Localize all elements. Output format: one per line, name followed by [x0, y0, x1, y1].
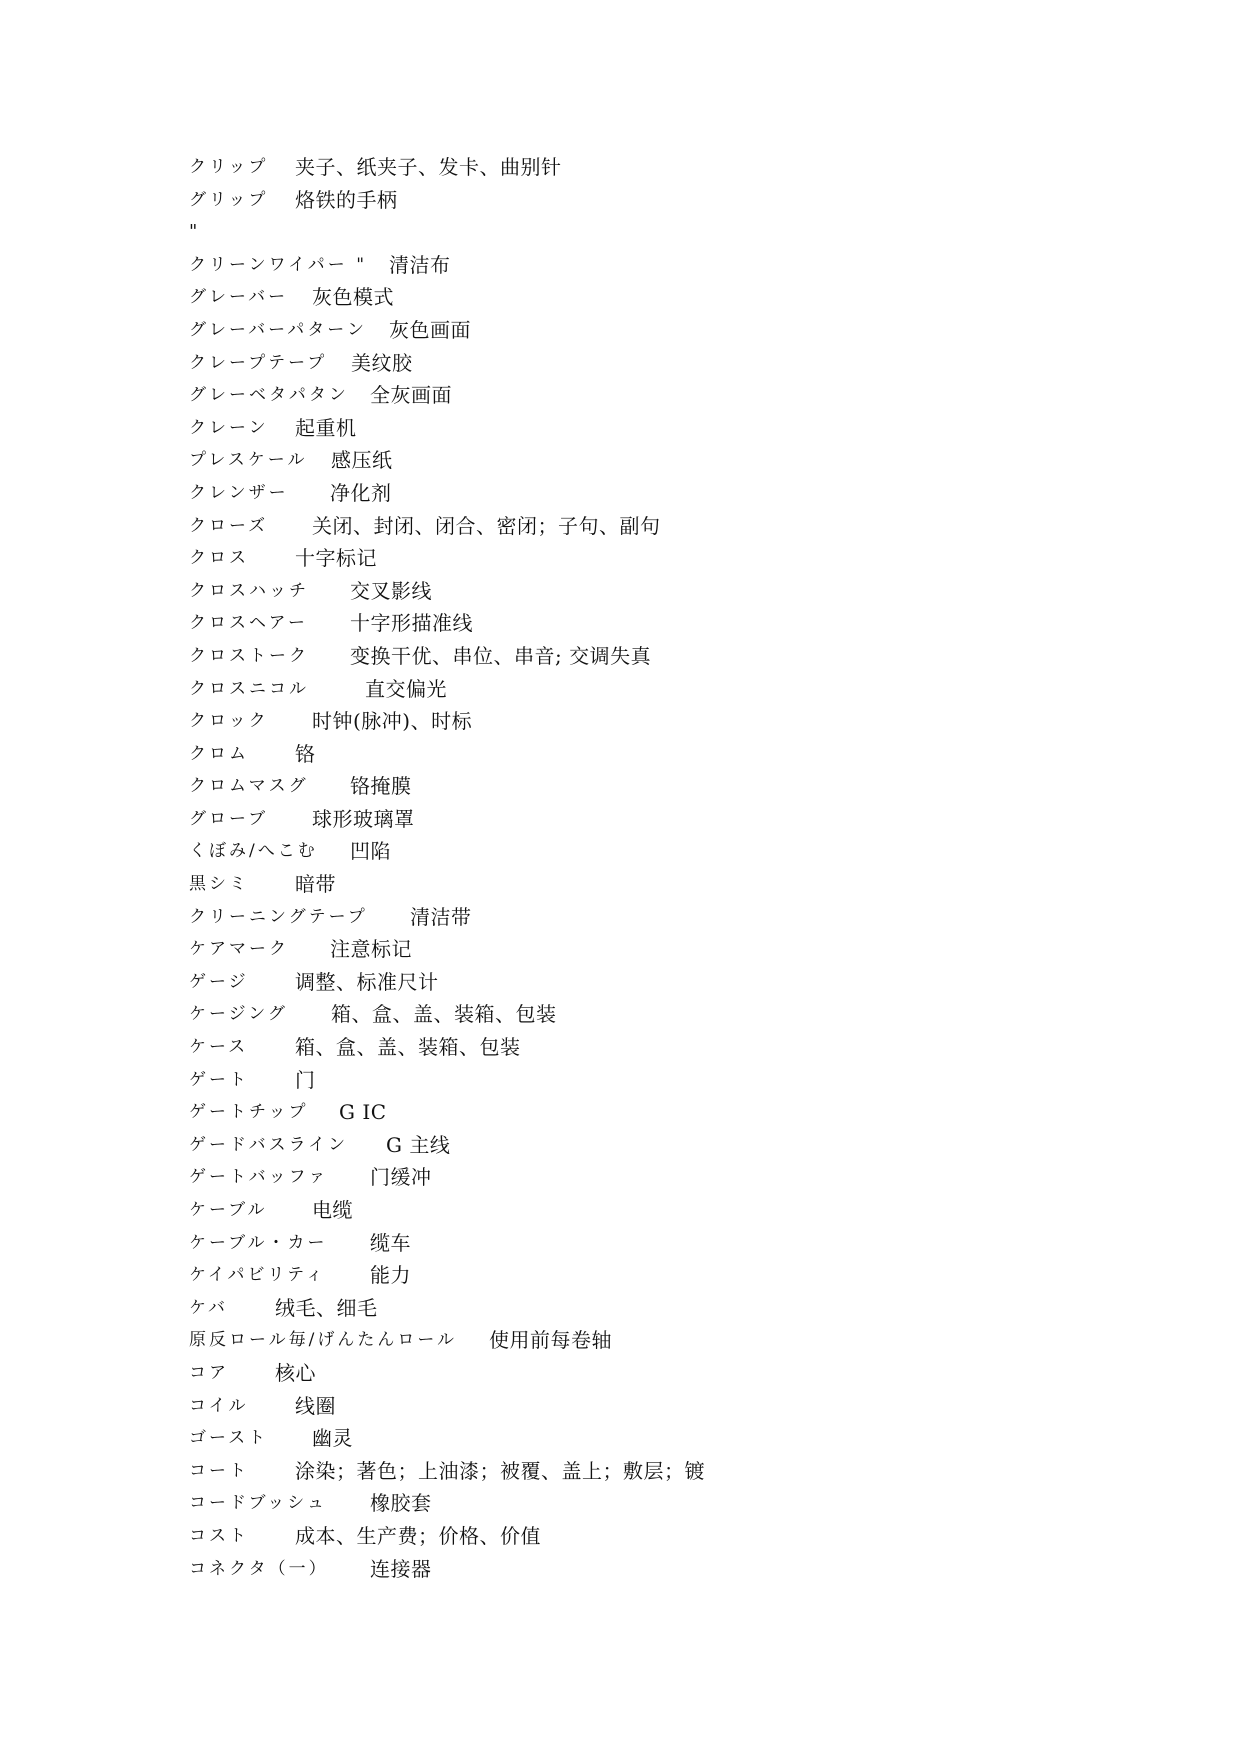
- glossary-entry: [189, 835, 1089, 868]
- entry-term: クリーニングテープ: [189, 906, 368, 927]
- glossary-entry: [189, 1064, 1089, 1097]
- glossary-entry: [189, 1292, 1089, 1325]
- glossary-entry: [189, 803, 1089, 836]
- glossary-entry: [189, 1227, 1089, 1260]
- entry-term: クレンザー: [189, 482, 289, 503]
- entry-meaning: 清洁带: [410, 904, 472, 929]
- glossary-entry: [189, 1096, 1089, 1129]
- entry-meaning: 全灰画面: [370, 383, 452, 408]
- glossary-entry: [189, 770, 1089, 803]
- entry-meaning: 使用前每卷轴: [489, 1328, 612, 1353]
- glossary-entry: [189, 868, 1089, 901]
- glossary-entry: [189, 1520, 1089, 1553]
- entry-term: ゲードバスライン: [189, 1134, 349, 1155]
- entry-meaning: 电缆: [312, 1198, 353, 1222]
- entry-term: クロスヘアー: [189, 613, 308, 634]
- entry-meaning: 清洁布: [389, 252, 451, 277]
- entry-term: ケバ: [189, 1297, 228, 1318]
- glossary-entry: [189, 477, 1089, 510]
- entry-term: ゴースト: [189, 1428, 269, 1449]
- entry-meaning: 感压纸: [331, 448, 393, 473]
- entry-meaning: 箱、盒、盖、装箱、包装: [295, 1035, 521, 1060]
- entry-meaning: 铬: [295, 741, 316, 766]
- entry-term: ケーブル・カー: [189, 1232, 328, 1253]
- entry-term: 原反ロール毎/げんたんロール: [189, 1330, 458, 1351]
- entry-term: グリップ: [189, 189, 269, 210]
- entry-term: ゲートバッファ: [189, 1167, 329, 1188]
- glossary-entry: [189, 1422, 1089, 1455]
- entry-term: コネクタ（一）: [189, 1558, 329, 1579]
- glossary-entry: [189, 379, 1089, 412]
- entry-meaning: 门: [295, 1067, 316, 1092]
- glossary-entry: [189, 1455, 1089, 1488]
- glossary-entry: [189, 901, 1089, 934]
- entry-meaning: 箱、盒、盖、装箱、包装: [331, 1002, 557, 1027]
- entry-term: グレーベタパタン: [189, 385, 349, 406]
- entry-meaning: 铬掩膜: [350, 774, 412, 799]
- glossary-entry: [189, 738, 1089, 771]
- glossary-entry: [189, 1487, 1089, 1520]
- entry-term: コスト: [189, 1525, 249, 1546]
- glossary-entry: [189, 412, 1089, 445]
- entry-term: クロスハッチ: [189, 580, 309, 601]
- glossary-entry: ": [189, 221, 198, 243]
- entry-term: クロストーク: [189, 645, 309, 666]
- entry-meaning: 连接器: [370, 1556, 432, 1581]
- glossary-list: [189, 151, 1089, 1585]
- entry-meaning: 灰色模式: [312, 285, 394, 310]
- entry-term: クロム: [189, 743, 249, 764]
- entry-meaning: 暗带: [295, 872, 336, 897]
- entry-term: ゲージ: [189, 971, 249, 992]
- entry-term: コードブッシュ: [189, 1493, 327, 1514]
- glossary-entry: [189, 249, 1089, 282]
- entry-meaning: 十字标记: [295, 546, 377, 571]
- entry-term: ケース: [189, 1037, 249, 1058]
- entry-meaning: 缆车: [370, 1230, 411, 1255]
- entry-term: クローズ: [189, 515, 269, 536]
- entry-meaning: 涂染；著色；上油漆；被覆、盖上；敷层；镀: [295, 1458, 705, 1483]
- entry-meaning: 凹陷: [350, 839, 391, 864]
- entry-meaning: 门缓冲: [370, 1165, 432, 1190]
- glossary-entry: [189, 1357, 1089, 1390]
- entry-meaning: 关闭、封闭、闭合、密闭；子句、副句: [312, 513, 661, 538]
- glossary-entry: [189, 510, 1089, 543]
- entry-term: ケージング: [189, 1004, 288, 1025]
- entry-term: 黒シミ: [189, 874, 249, 895]
- entry-meaning: 球形玻璃罩: [312, 806, 415, 831]
- entry-term: クロムマスグ: [189, 776, 309, 797]
- entry-term: クロスニコル: [189, 678, 309, 699]
- glossary-entry: [189, 607, 1089, 640]
- entry-meaning: 橡胶套: [370, 1491, 432, 1516]
- entry-meaning: 夹子、纸夹子、发卡、曲别针: [295, 155, 562, 179]
- glossary-entry: [189, 1031, 1089, 1064]
- entry-term: グレーバー: [189, 287, 289, 308]
- entry-meaning: 十字形描准线: [350, 611, 473, 636]
- entry-term: くぼみ/へこむ: [189, 841, 318, 862]
- glossary-entry: [189, 1390, 1089, 1423]
- entry-meaning: 起重机: [295, 415, 357, 440]
- entry-meaning: 能力: [370, 1263, 411, 1288]
- glossary-entry: [189, 1259, 1089, 1292]
- entry-meaning: 灰色画面: [389, 317, 471, 342]
- entry-term: クレーン: [189, 417, 269, 438]
- entry-meaning: 时钟(脉冲)、时标: [312, 709, 473, 734]
- glossary-entry: [189, 1161, 1089, 1194]
- entry-term: コイル: [189, 1395, 249, 1416]
- glossary-entry: [189, 575, 1089, 608]
- entry-meaning: 交叉影线: [350, 578, 432, 603]
- glossary-entry: [189, 640, 1089, 673]
- entry-term: コート: [189, 1460, 249, 1481]
- entry-term: グレーバーパターン: [189, 319, 367, 340]
- entry-term: クリップ: [189, 157, 269, 177]
- entry-meaning: 直交偏光: [365, 676, 447, 701]
- entry-term: ケイパビリティ: [189, 1265, 326, 1286]
- entry-meaning: 线圈: [295, 1393, 336, 1418]
- glossary-entry: [189, 673, 1089, 706]
- entry-meaning: G IC: [339, 1100, 387, 1125]
- glossary-entry: [189, 314, 1089, 347]
- entry-meaning: G 主线: [386, 1132, 451, 1157]
- entry-meaning: 幽灵: [312, 1426, 353, 1451]
- entry-meaning: 美纹胶: [351, 350, 413, 375]
- entry-term: クレープテープ: [189, 352, 328, 373]
- entry-term: クリーンワイパー ": [189, 254, 368, 275]
- glossary-entry: [189, 151, 1089, 184]
- glossary-entry: [189, 347, 1089, 380]
- glossary-entry: [189, 1194, 1089, 1227]
- entry-meaning: 调整、标准尺计: [295, 969, 439, 994]
- glossary-entry: [189, 933, 1089, 966]
- entry-term: ケアマーク: [189, 939, 289, 960]
- entry-meaning: 成本、生产费；价格、价值: [295, 1523, 541, 1548]
- entry-meaning: 核心: [275, 1360, 316, 1385]
- entry-term: クロック: [189, 711, 269, 732]
- entry-term: クロス: [189, 548, 249, 569]
- glossary-entry: [189, 184, 1089, 217]
- entry-term: プレスケール: [189, 450, 308, 471]
- entry-term: グローブ: [189, 808, 269, 829]
- glossary-entry: [189, 542, 1089, 575]
- glossary-entry: [189, 966, 1089, 999]
- entry-term: ケーブル: [189, 1200, 268, 1220]
- glossary-entry: [189, 444, 1089, 477]
- glossary-entry: [189, 281, 1089, 314]
- entry-meaning: 变换干优、串位、串音; 交调失真: [350, 643, 652, 668]
- entry-term: ゲート: [189, 1069, 249, 1090]
- glossary-entry: [189, 1324, 1089, 1357]
- entry-meaning: 注意标记: [330, 937, 412, 962]
- glossary-entry: [189, 1129, 1089, 1162]
- entry-term: コア: [189, 1362, 229, 1383]
- entry-meaning: 净化剂: [330, 480, 392, 505]
- glossary-entry: [189, 998, 1089, 1031]
- entry-meaning: 绒毛、细毛: [275, 1295, 378, 1320]
- glossary-entry: [189, 705, 1089, 738]
- glossary-entry: [189, 1553, 1089, 1586]
- entry-term: ゲートチップ: [189, 1102, 309, 1123]
- entry-meaning: 烙铁的手柄: [295, 187, 398, 212]
